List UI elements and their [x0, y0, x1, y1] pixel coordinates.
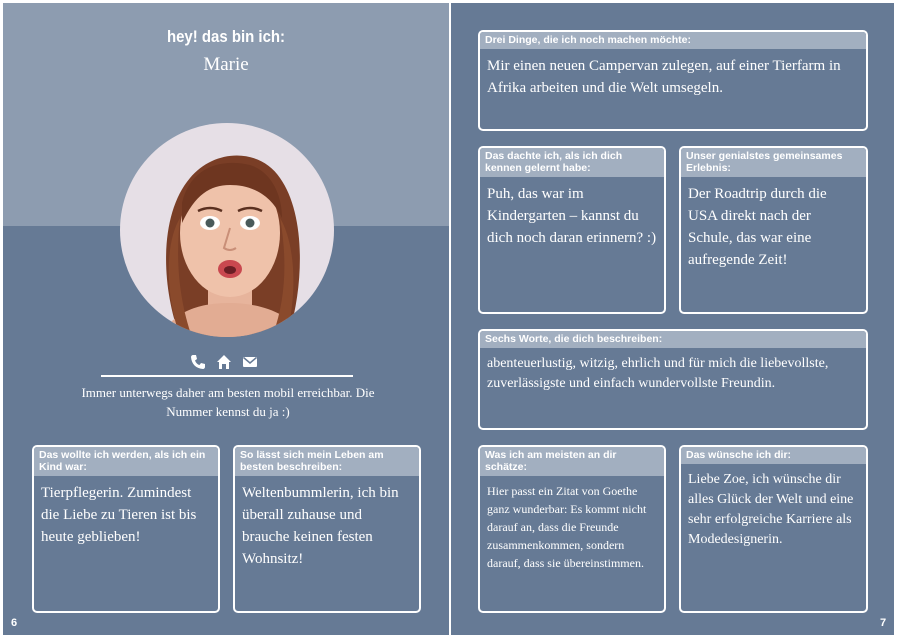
- question-label: Das wollte ich werden, als ich ein Kind war:: [34, 447, 218, 476]
- question-box-first-impression: [478, 146, 666, 314]
- right-page: [451, 3, 894, 635]
- contact-text: Immer unterwegs daher am besten mobil erreichbar. Die Nummer kennst du ja :): [81, 385, 375, 419]
- answer-text: Tierpflegerin. Zumindest die Liebe zu Tieren ist bis heute geblieben!: [41, 485, 197, 545]
- question-label: Was ich am meisten an dir schätze:: [480, 447, 664, 476]
- answer-text: Liebe Zoe, ich wünsche dir alles Glück der Welt und eine sehr erfolgreiche Karriere als Modedesignerin.: [688, 472, 854, 547]
- question-label: Drei Dinge, die ich noch machen möchte:: [480, 32, 866, 49]
- page-number: 6: [11, 617, 18, 629]
- left-page: [3, 3, 449, 635]
- question-box-best-experience: [679, 146, 868, 314]
- question-label: Sechs Worte, die dich beschreiben:: [480, 331, 866, 348]
- question-box-childhood-dream: [32, 445, 220, 613]
- divider: [101, 375, 353, 377]
- profile-photo: [120, 123, 334, 337]
- question-box-life-description: [233, 445, 421, 613]
- person-name: Marie: [203, 54, 249, 75]
- mail-icon: [242, 354, 258, 370]
- page-title: hey! das bin ich:: [166, 27, 286, 46]
- question-box-what-i-appreciate: [478, 445, 666, 613]
- page-number: 7: [880, 617, 887, 629]
- question-box-six-words: [478, 329, 868, 430]
- question-label: Unser genialstes gemeinsames Erlebnis:: [681, 148, 866, 177]
- answer-text: Hier passt ein Zitat von Goethe ganz wunderbar: Es kommt nicht darauf an, dass die Freunde zusammenkommen, sondern darauf, dass sie übereinstimmen.: [487, 484, 647, 570]
- answer-text: Der Roadtrip durch die USA direkt nach der Schule, das war eine aufregende Zeit!: [688, 186, 827, 268]
- question-label: Das dachte ich, als ich dich kennen gelernt habe:: [480, 148, 664, 177]
- home-icon: [216, 354, 232, 370]
- question-box-wish: [679, 445, 868, 613]
- question-box-three-things: [478, 30, 868, 131]
- phone-icon: [190, 354, 206, 370]
- answer-text: Puh, das war im Kindergarten – kannst du dich noch daran erinnern? :): [487, 186, 657, 246]
- answer-text: Weltenbummlerin, ich bin überall zuhause und brauche keinen festen Wohnsitz!: [242, 485, 399, 567]
- question-label: So lässt sich mein Leben am besten beschreiben:: [235, 447, 419, 476]
- question-label: Das wünsche ich dir:: [681, 447, 866, 464]
- answer-text: Mir einen neuen Campervan zulegen, auf einer Tierfarm in Afrika arbeiten und die Welt umsegeln.: [487, 58, 841, 96]
- answer-text: abenteuerlustig, witzig, ehrlich und für mich die liebevollste, zuverlässigste und einfach wundervollste Freundin.: [487, 356, 829, 391]
- contact-icons: [190, 353, 270, 371]
